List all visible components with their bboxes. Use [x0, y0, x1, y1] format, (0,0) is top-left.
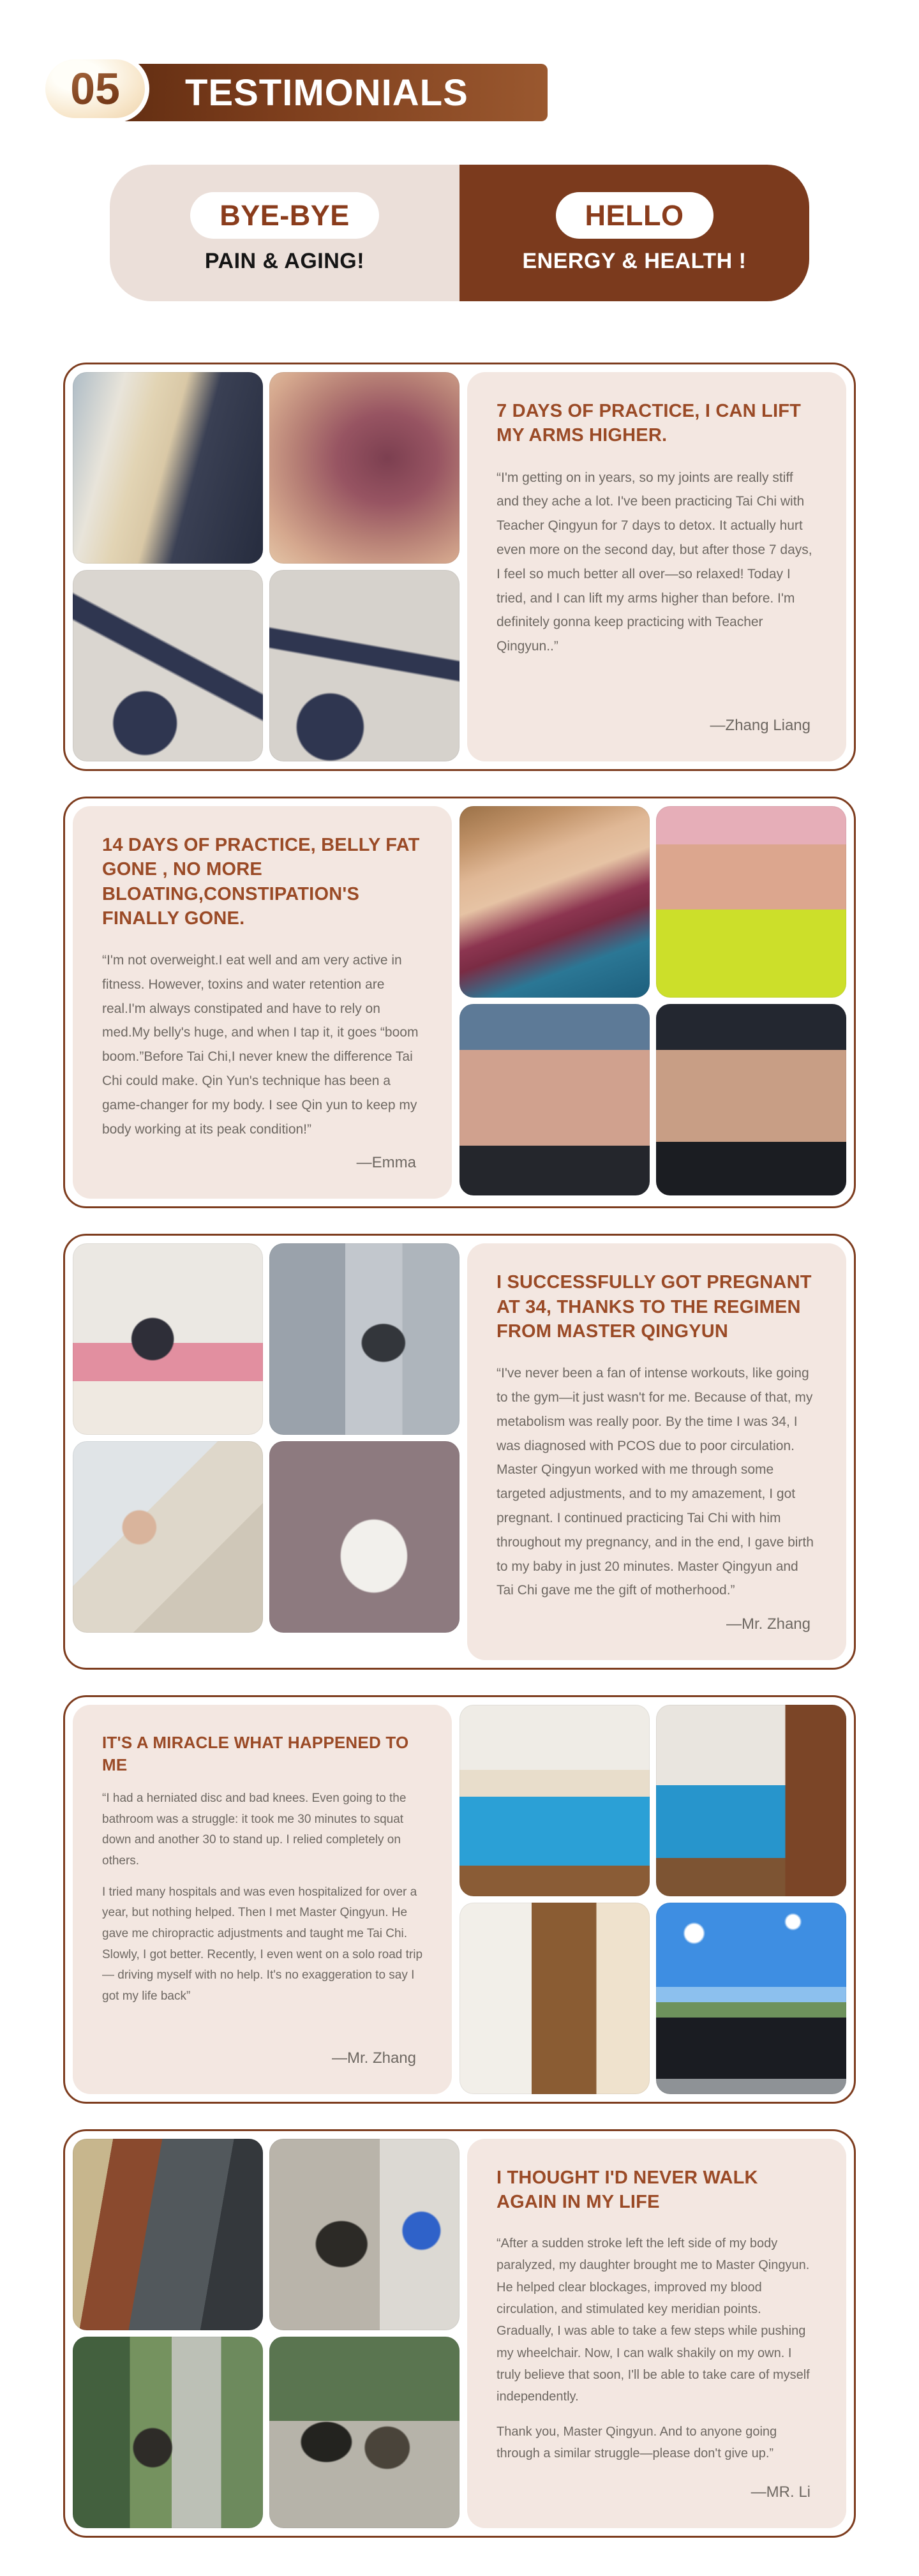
testimonial-signature: —Mr. Zhang — [331, 2049, 416, 2067]
photo-grid — [73, 2139, 459, 2528]
testimonial-text-panel — [467, 2139, 846, 2528]
testimonial-quote: I tried many hospitals and was even hospitalized for over a year, but nothing helped. Then I met Master Qingyun. He gave me chiropractic adjustments and taught me Tai Chi. Slowly, I got better. Recently, I even went on a solo road trip — driving myself with no help. It's no exaggeration to say I got my life back” — [102, 1885, 423, 2003]
photo-hospital-newborn — [73, 1441, 263, 1633]
testimonial-signature: —Emma — [356, 1154, 416, 1172]
photo-back-massage — [459, 1705, 650, 1896]
photo-arm-raise-after — [269, 570, 459, 761]
photo-walking-with-master — [269, 2337, 459, 2528]
section-number-badge — [41, 55, 149, 123]
testimonial-text-panel — [467, 372, 846, 761]
byebye-hello-banner — [110, 165, 809, 301]
testimonial-title: IT'S A MIRACLE WHAT HAPPENED TO ME — [102, 1733, 409, 1774]
byebye-pill: BYE-BYE — [190, 192, 379, 239]
photo-wheelchair-back-view — [73, 2139, 263, 2330]
testimonial-text-panel — [73, 1705, 452, 2094]
testimonial-card-1 — [63, 363, 856, 771]
testimonial-card-2 — [63, 797, 856, 1208]
testimonial-quote: “After a sudden stroke left the left side of my body paralyzed, my daughter brought me to Master Qingyun. He helped clear blockages, improved my blood circulation, and stimulated key meridian points. Gradually, I was able to take a few steps while pushing my wheelchair. Now, I can walk shakily on my own. I truly believe that soon, I'll be able to take care of myself independently. — [497, 2236, 810, 2404]
testimonial-card-5 — [63, 2129, 856, 2538]
section-header — [0, 55, 919, 125]
photo-grid — [73, 372, 459, 761]
testimonial-signature: —Zhang Liang — [710, 717, 811, 734]
photo-bruised-skin — [269, 372, 459, 564]
section-number: 05 — [70, 64, 120, 114]
testimonial-text-panel — [73, 806, 452, 1199]
photo-home-adjustment — [73, 1243, 263, 1435]
testimonial-card-4 — [63, 1695, 856, 2104]
photo-road-trip-truck — [656, 1903, 846, 2094]
testimonial-title: I THOUGHT I'D NEVER WALK AGAIN IN MY LIFE — [497, 2168, 758, 2213]
testimonial-card-3 — [63, 1234, 856, 1670]
photo-walking-outdoors — [73, 2337, 263, 2528]
testimonial-title: 14 DAYS OF PRACTICE, BELLY FAT GONE , NO MORE BLOATING,CONSTIPATION'S FINALLY GONE. — [102, 835, 420, 929]
testimonial-quote: “I had a herniated disc and bad knees. Even going to the bathroom was a struggle: it took me 30 minutes to squat down and another 30 to stand up. I relied completely on others. — [102, 1791, 407, 1868]
photo-mother-with-baby — [269, 1441, 459, 1633]
photo-standing-by-wheelchair — [269, 2139, 459, 2330]
testimonial-title: 7 DAYS OF PRACTICE, I CAN LIFT MY ARMS HIGHER. — [497, 401, 802, 446]
photo-spine-adjustment — [656, 1705, 846, 1896]
photo-shoulder-adjustment — [73, 372, 263, 564]
banner-left-panel — [110, 165, 459, 301]
photo-belly-after — [656, 1004, 846, 1195]
testimonial-signature: —Mr. Zhang — [726, 1615, 811, 1633]
testimonial-quote: “I've never been a fan of intense workouts, like going to the gym—it just wasn't for me. Because of that, my metabolism was really poor. By the time I was 34, I was diagnosed with PCOS due to poor circulation. Master Qingyun worked with me through some targeted adjustments, and to my amazement, I got pregnant. I continued practicing Tai Chi with him throughout my pregnancy, and in the end, I gave birth to my baby in just 20 minutes. Master Qingyun and Tai Chi gave me the gift of motherhood.” — [497, 1366, 814, 1598]
photo-pregnant-balcony — [269, 1243, 459, 1435]
photo-grid — [459, 806, 846, 1199]
photo-arm-stretch — [459, 1903, 650, 2094]
testimonial-title: I SUCCESSFULLY GOT PREGNANT AT 34, THANKS TO THE REGIMEN FROM MASTER QINGYUN — [497, 1272, 812, 1342]
page-title: TESTIMONIALS — [185, 71, 468, 114]
hello-subtitle: ENERGY & HEALTH ! — [522, 249, 747, 273]
photo-abdominal-massage — [459, 806, 650, 998]
banner-right-panel — [459, 165, 809, 301]
section-title-bar — [89, 64, 548, 121]
byebye-subtitle: PAIN & AGING! — [204, 249, 365, 273]
testimonial-quote: “I'm not overweight.I eat well and am very active in fitness. However, toxins and water retention are real.I'm always constipated and have to rely on med.My belly's huge, and when I tap it, it goes “boom boom.”Before Tai Chi,I never knew the difference Tai Chi could make. Qin Yun's technique has been a game-changer for my body. I see Qin yun to keep my body working at its peak condition!” — [102, 953, 419, 1137]
photo-arm-raise-before — [73, 570, 263, 761]
photo-grid — [73, 1243, 459, 1660]
photo-belly-yellow-shorts — [656, 806, 846, 998]
photo-belly-before — [459, 1004, 650, 1195]
testimonial-signature: —MR. Li — [751, 2483, 811, 2501]
testimonial-text-panel — [467, 1243, 846, 1660]
hello-pill: HELLO — [556, 192, 714, 239]
photo-grid — [459, 1705, 846, 2094]
testimonial-quote: “I'm getting on in years, so my joints are really stiff and they ache a lot. I've been practicing Tai Chi with Teacher Qingyun for 7 days to detox. It actually hurt even more on the second day, but after those 7 days, I feel so much better all over—so relaxed! Today I tried, and I can lift my arms higher than before. I'm definitely gonna keep practicing with Teacher Qingyun..” — [497, 470, 812, 654]
testimonial-quote: Thank you, Master Qingyun. And to anyone going through a similar struggle—please don't give up.” — [497, 2424, 777, 2461]
